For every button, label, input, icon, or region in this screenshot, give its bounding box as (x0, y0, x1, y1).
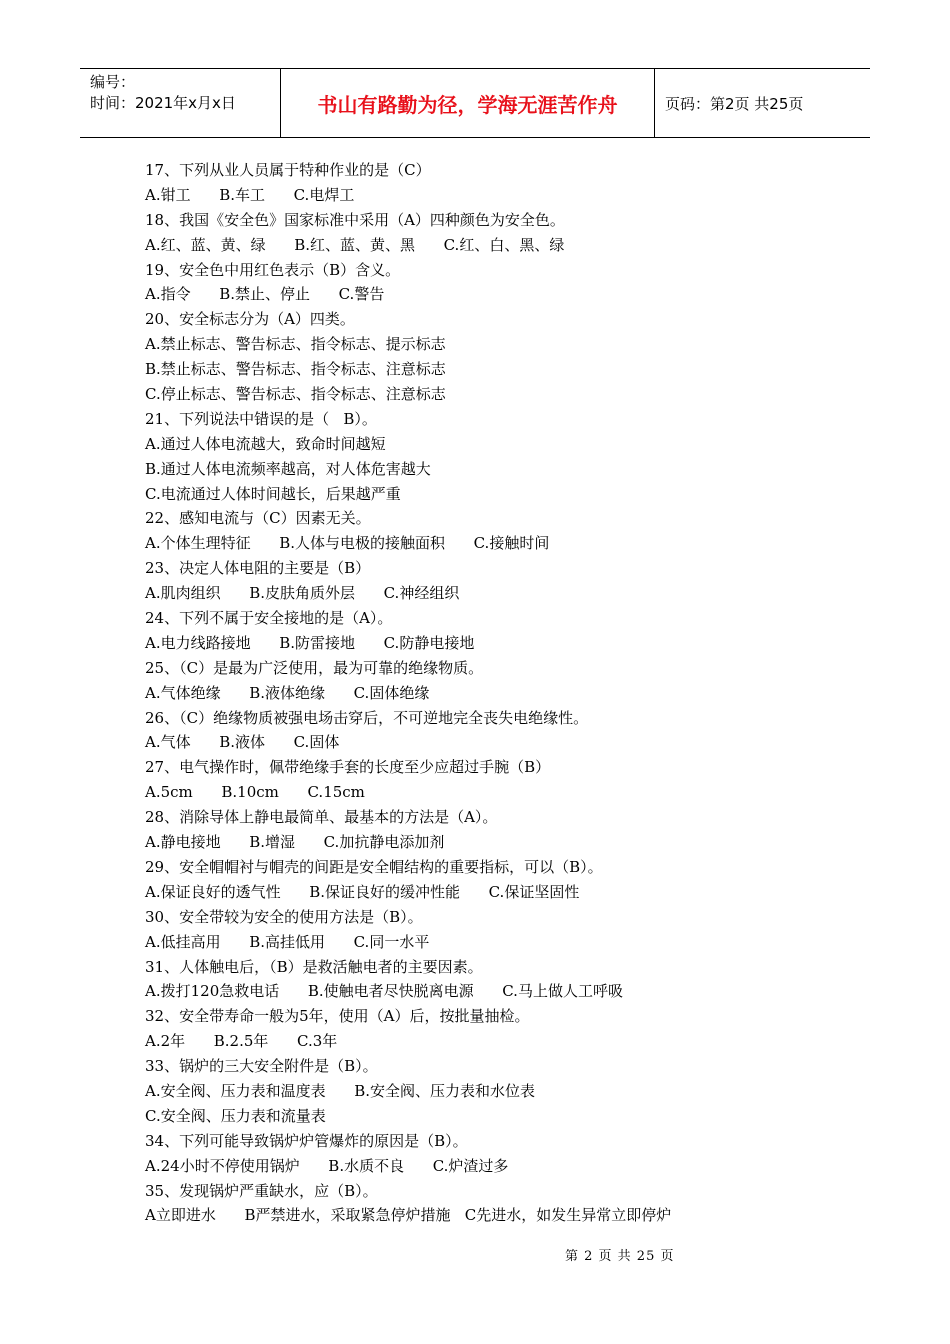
option-line: A.钳工 B.车工 C.电焊工 (145, 185, 355, 204)
option-line: A.低挂高用 B.高挂低用 C.同一水平 (145, 932, 430, 951)
option-line: A.静电接地 B.增湿 C.加抗静电添加剂 (145, 833, 445, 852)
question-line: 18、我国《安全色》国家标准中采用（A）四种颜色为安全色。 (145, 210, 565, 229)
question-line: 32、安全带寿命一般为5年，使用（A）后，按批量抽检。 (145, 1007, 530, 1026)
question-line: 25、（C）是最为广泛使用，最为可靠的绝缘物质。 (145, 658, 484, 677)
option-line: B.通过人体电流频率越高，对人体危害越大 (145, 459, 431, 478)
option-line: A.个体生理特征 B.人体与电极的接触面积 C.接触时间 (145, 534, 550, 553)
question-line: 33、锅炉的三大安全附件是（B）。 (145, 1057, 378, 1076)
option-line: C.停止标志、警告标志、指令标志、注意标志 (145, 385, 446, 404)
option-line: A.气体绝缘 B.液体绝缘 C.固体绝缘 (145, 683, 430, 702)
question-line: 19、安全色中用红色表示（B）含义。 (145, 260, 401, 279)
page-footer: 第 2 页 共 25 页 (565, 1249, 675, 1264)
header-motto: 书山有路勤为径，学海无涯苦作舟 (281, 69, 655, 137)
question-line: 20、安全标志分为（A）四类。 (145, 310, 355, 329)
option-line: A.安全阀、压力表和温度表 B.安全阀、压力表和水位表 (145, 1081, 536, 1100)
option-line: A.保证良好的透气性 B.保证良好的缓冲性能 C.保证坚固性 (145, 882, 580, 901)
question-line: 26、（C）绝缘物质被强电场击穿后，不可逆地完全丧失电绝缘性。 (145, 708, 589, 727)
option-line: A.电力线路接地 B.防雷接地 C.防静电接地 (145, 633, 475, 652)
question-line: 24、下列不属于安全接地的是（A）。 (145, 609, 393, 628)
option-line: C.电流通过人体时间越长，后果越严重 (145, 484, 401, 503)
question-line: 30、安全带较为安全的使用方法是（B）。 (145, 907, 423, 926)
question-line: 35、发现锅炉严重缺水，应（B）。 (145, 1181, 378, 1200)
option-line: B.禁止标志、警告标志、指令标志、注意标志 (145, 360, 446, 379)
option-line: A立即进水 B严禁进水，采取紧急停炉措施 C先进水，如发生异常立即停炉 (145, 1206, 672, 1225)
question-line: 31、人体触电后，（B）是救活触电者的主要因素。 (145, 957, 483, 976)
option-line: C.安全阀、压力表和流量表 (145, 1106, 326, 1125)
option-line: A.通过人体电流越大，致命时间越短 (145, 434, 386, 453)
question-line: 23、决定人体电阻的主要是（B） (145, 559, 371, 578)
option-line: A.拨打120急救电话 B.使触电者尽快脱离电源 C.马上做人工呼吸 (145, 982, 623, 1001)
question-line: 17、下列从业人员属于特种作业的是（C） (145, 161, 431, 179)
option-line: A.2年 B.2.5年 C.3年 (145, 1032, 338, 1051)
number-label: 编号： (90, 73, 136, 91)
question-line: 21、下列说法中错误的是（ B）。 (145, 409, 377, 428)
question-line: 28、消除导体上静电最简单、最基本的方法是（A）。 (145, 808, 498, 827)
header-left-cell (80, 69, 281, 137)
header-page-info: 页码：第2页 共25页 (665, 94, 804, 113)
time-label: 时间：2021年x月x日 (90, 94, 236, 112)
question-list (145, 158, 845, 1228)
page-header (80, 68, 870, 138)
question-line: 22、感知电流与（C）因素无关。 (145, 509, 371, 528)
option-line: A.指令 B.禁止、停止 C.警告 (145, 285, 385, 304)
option-line: A.气体 B.液体 C.固体 (145, 733, 340, 752)
question-line: 29、安全帽帽衬与帽壳的间距是安全帽结构的重要指标，可以（B）。 (145, 857, 603, 876)
question-line: 34、下列可能导致锅炉炉管爆炸的原因是（B）。 (145, 1131, 468, 1150)
option-line: A.肌肉组织 B.皮肤角质外层 C.神经组织 (145, 584, 460, 603)
option-line: A.24小时不停使用锅炉 B.水质不良 C.炉渣过多 (145, 1156, 509, 1175)
option-line: A.红、蓝、黄、绿 B.红、蓝、黄、黑 C.红、白、黑、绿 (145, 235, 565, 254)
option-line: A.5cm B.10cm C.15cm (145, 783, 365, 802)
option-line: A.禁止标志、警告标志、指令标志、提示标志 (145, 335, 446, 354)
question-line: 27、电气操作时，佩带绝缘手套的长度至少应超过手腕（B） (145, 758, 551, 777)
